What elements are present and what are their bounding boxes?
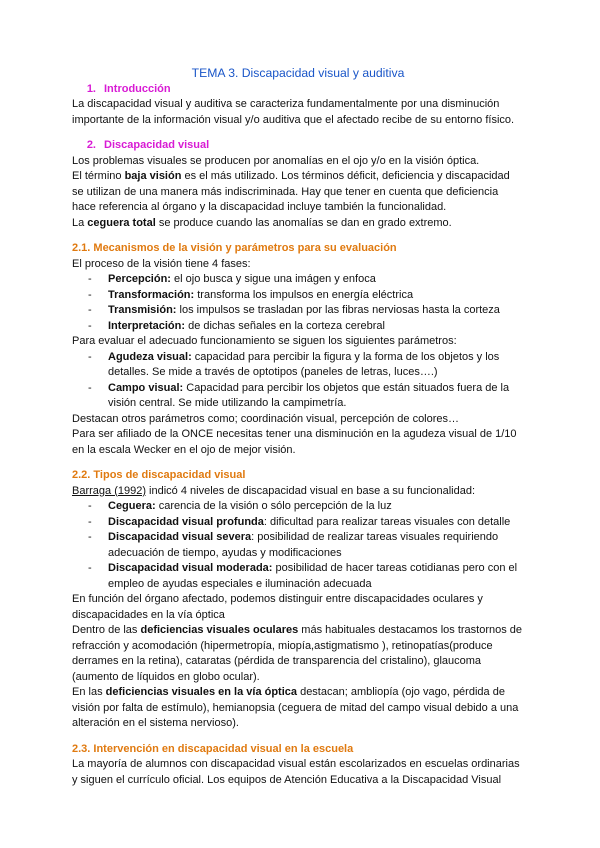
paragraph: Los problemas visuales se producen por anomalías en el ojo y/o en la visión óptica. [72, 154, 480, 167]
bold-term: deficiencias visuales oculares [140, 624, 299, 636]
params-list [72, 350, 524, 412]
subsection-heading-tipos: 2.2. Tipos de discapacidad visual [72, 469, 246, 481]
list-item: - Discapacidad visual moderada: posibilidad de hacer tareas cotidianas pero con el empleo de ayudas especiales e iluminación adecuada [88, 562, 518, 590]
section-number: 2. [86, 139, 96, 151]
paragraph: El término baja visión es el más utilizado. Los términos déficit, deficiencia y discapacidad se utilizan de una manera más indiscriminada. Hay que tener en cuenta que deficiencia hace referencia al órgano y la discapacidad incluye también la funcionalidad. [72, 170, 510, 213]
list-item: - Ceguera: carencia de la visión o sólo percepción de la luz [88, 500, 392, 512]
paragraph: Para ser afiliado de la ONCE necesitas tener una disminución en la agudeza visual de 1/10 en la escala Wecker en el ojo de mejor visión. [72, 428, 517, 456]
list-item: - Transmisión: los impulsos se trasladan por las fibras nerviosas hasta la corteza [88, 304, 500, 316]
list-item: - Discapacidad visual profunda: dificultad para realizar tareas visuales con detalle [88, 515, 511, 528]
list-item: - Percepción: el ojo busca y sigue una imágen y enfoca [88, 273, 376, 285]
list-item: - Campo visual: Capacidad para percibir los objetos que están situados fuera de la visión central. Se mide utilizando la campimetría. [88, 381, 510, 409]
list-item: - Interpretación: de dichas señales en la corteza cerebral [88, 319, 385, 332]
paragraph: La mayoría de alumnos con discapacidad visual están escolarizados en escuelas ordinarias y siguen el currículo oficial. Los equipos de Atención Educativa a la Discapacidad Visual [72, 758, 520, 786]
section-heading-label: Introducción [104, 82, 171, 95]
levels-list [72, 499, 524, 592]
paragraph: Para evaluar el adecuado funcionamiento se siguen los siguientes parámetros: [72, 335, 457, 347]
bold-term: deficiencias visuales en la vía óptica [105, 686, 298, 698]
paragraph: En función del órgano afectado, podemos distinguir entre discapacidades oculares y discapacidades en la vía óptica [72, 593, 483, 621]
bold-term: ceguera total [87, 216, 156, 229]
subsection-heading-mecanismos: 2.1. Mecanismos de la visión y parámetros para su evaluación [72, 242, 397, 254]
paragraph: En las deficiencias visuales en la vía óptica destacan; ambliopía (ojo vago, pérdida de visión por falta de estímulo), hemianopsia (ceguera de mitad del campo visual debido a una alteración en el sistema nervioso). [72, 686, 519, 729]
list-item: - Transformación: transforma los impulsos en energía eléctrica [88, 288, 414, 301]
section-heading-label: Discapacidad visual [104, 139, 210, 151]
citation-author: Barraga (1992) [72, 484, 146, 497]
paragraph: El proceso de la visión tiene 4 fases: [72, 257, 251, 270]
paragraph: Dentro de las deficiencias visuales oculares más habituales destacamos los trastornos de refracción y acomodación (hipermetropía, miopía,astigmatismo ), retinopatías(produce derrames en la retina), cataratas (pérdida de transparencia del cristalino), glaucoma (aumento de líquidos en globo ocular). [72, 624, 523, 683]
list-item: - Agudeza visual: capacidad para percibir la figura y la forma de los objetos y los detalles. Se mide a través de optotipos (paneles de letras, luces….) [88, 350, 500, 378]
section-heading-introduccion [72, 82, 524, 98]
section-heading-discapacidad-visual [72, 138, 524, 154]
intro-paragraph: La discapacidad visual y auditiva se caracteriza fundamentalmente por una disminución importante de la información visual y/o auditiva que el afectado recibe de su entorno físico. [72, 98, 515, 126]
bold-term: baja visión [124, 170, 182, 182]
paragraph: Barraga (1992) indicó 4 niveles de discapacidad visual en base a su funcionalidad: [72, 484, 475, 497]
document-page [72, 66, 524, 788]
list-item: - Discapacidad visual severa: posibilidad de realizar tareas visuales requiriendo adecuación de tiempo, ayudas y modificaciones [88, 531, 499, 559]
page-title: TEMA 3. Discapacidad visual y auditiva [191, 66, 405, 80]
phases-list [72, 272, 524, 334]
paragraph: Destacan otros parámetros como; coordinación visual, percepción de colores… [72, 412, 460, 425]
paragraph: La ceguera total se produce cuando las anomalías se dan en grado extremo. [72, 216, 452, 229]
subsection-heading-intervencion: 2.3. Intervención en discapacidad visual en la escuela [72, 742, 354, 755]
section-number: 1. [86, 82, 96, 95]
